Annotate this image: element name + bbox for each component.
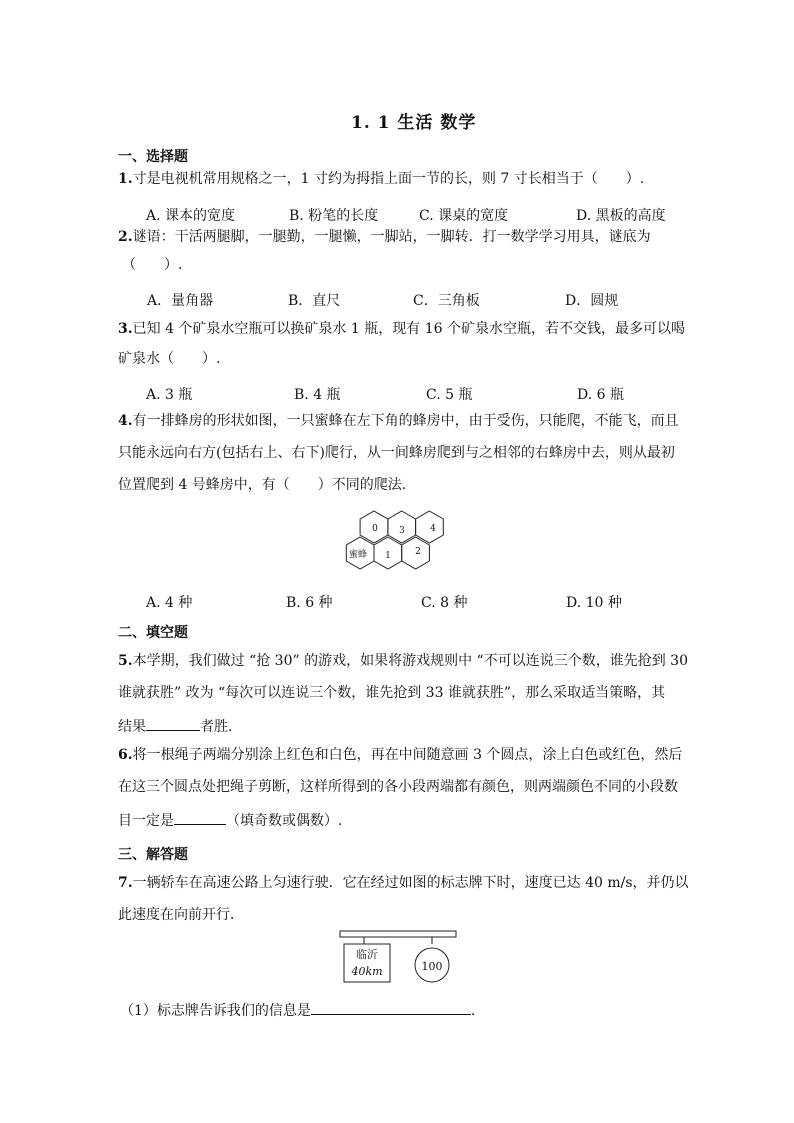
question-text: . — [470, 1003, 476, 1019]
question-number: 7. — [118, 875, 133, 891]
question-number: 2. — [118, 229, 133, 245]
option-a: A. 课本的宽度 — [146, 208, 236, 224]
option-b: B．直尺 — [288, 293, 341, 309]
hex-label-2: 2 — [415, 547, 421, 557]
answer-blank[interactable] — [146, 718, 200, 731]
option-b: B. 粉笔的长度 — [289, 208, 379, 224]
hex-label-bee: 蜜蜂 — [348, 550, 368, 560]
question-text: 结果 — [118, 719, 146, 735]
option-c: C. 课桌的宽度 — [419, 208, 509, 224]
question-4-line2: 只能永远向右方(包括右上、右下)爬行，从一间蜂房爬到与之相邻的右蜂房中去，则从最初 — [118, 445, 675, 461]
option-c: C. 8 种 — [421, 595, 468, 611]
question-number: 6. — [118, 747, 133, 763]
question-7-sub-1 — [120, 1002, 475, 1018]
question-text: （填奇数或偶数）. — [226, 813, 343, 829]
option-d: D. 6 瓶 — [577, 387, 624, 403]
question-4-line3: 位置爬到 4 号蜂房中，有（ ）不同的爬法. — [118, 477, 407, 493]
question-3 — [118, 322, 685, 336]
hex-label-0: 0 — [372, 524, 378, 534]
question-2-line2: （ ）. — [122, 257, 183, 273]
question-text: 已知 4 个矿泉水空瓶可以换矿泉水 1 瓶，现有 16 个矿泉水空瓶，若不交钱，最多可以喝 — [132, 321, 685, 337]
question-text: 将一根绳子两端分别涂上红色和白色，再在中间随意画 3 个圆点，涂上白色或红色，然后 — [132, 747, 683, 763]
question-text: 寸是电视机常用规格之一，1 寸约为拇指上面一节的长，则 7 寸长相当于（ ）. — [132, 171, 645, 187]
sign-speed-label: 100 — [421, 960, 443, 973]
question-text: 者胜. — [200, 719, 233, 735]
option-a: A．量角器 — [147, 293, 214, 309]
option-b: B. 4 瓶 — [294, 387, 341, 403]
question-7 — [118, 876, 689, 890]
section-heading-answer: 三、解答题 — [118, 847, 188, 863]
option-c: C．三角板 — [413, 293, 480, 309]
sign-distance-label: 40km — [351, 965, 383, 978]
question-6 — [118, 748, 682, 762]
question-text: 本学期，我们做过 “抢 30” 的游戏，如果将游戏规则中 “不可以连说三个数，谁先抢到 30 — [132, 653, 688, 669]
question-5 — [118, 654, 688, 668]
option-a: A. 4 种 — [146, 595, 193, 611]
section-heading-choice: 一、选择题 — [118, 149, 188, 165]
hex-label-3: 3 — [399, 526, 405, 536]
answer-blank[interactable] — [174, 812, 226, 825]
honeycomb-figure — [340, 508, 452, 576]
question-number: 1. — [118, 171, 133, 187]
question-4 — [118, 414, 679, 428]
hex-label-4: 4 — [430, 524, 436, 534]
question-text: （1）标志牌告诉我们的信息是 — [120, 1003, 311, 1019]
hex-label-1: 1 — [385, 551, 391, 561]
option-d: D. 10 种 — [566, 595, 622, 611]
option-d: D．圆规 — [565, 293, 619, 309]
question-text: 有一排蜂房的形状如图，一只蜜蜂在左下角的蜂房中，由于受伤，只能爬，不能飞，而且 — [132, 413, 679, 429]
option-a: A. 3 瓶 — [146, 387, 193, 403]
question-1 — [118, 172, 644, 186]
question-number: 5. — [118, 653, 133, 669]
question-text: 一辆轿车在高速公路上匀速行驶．它在经过如图的标志牌下时，速度已达 40 m/s，并仍以 — [132, 875, 689, 891]
sign-city-label: 临沂 — [356, 948, 378, 961]
question-3-line2: 矿泉水（ ）. — [118, 351, 221, 367]
question-number: 3. — [118, 321, 133, 337]
road-sign-figure — [336, 930, 460, 988]
question-number: 4. — [118, 413, 133, 429]
question-5-line2: 谁就获胜” 改为 “每次可以连说三个数，谁先抢到 33 谁就获胜”，那么采取适当策略，其 — [118, 685, 666, 701]
answer-blank[interactable] — [311, 1002, 471, 1015]
question-6-line2: 在这三个圆点处把绳子剪断，这样所得到的各小段两端都有颜色，则两端颜色不同的小段数 — [118, 779, 678, 795]
option-b: B. 6 种 — [286, 595, 333, 611]
question-text: 谜语：干活两腿脚，一腿勤，一腿懒，一脚站，一脚转．打一数学学习用具，谜底为 — [132, 229, 651, 245]
question-2 — [118, 230, 651, 244]
section-heading-fill: 二、填空题 — [118, 625, 188, 641]
sign-bar — [340, 931, 456, 937]
question-6-line3 — [118, 812, 342, 828]
question-7-line2: 此速度在向前开行． — [118, 907, 244, 923]
option-c: C. 5 瓶 — [426, 387, 473, 403]
option-d: D. 黑板的高度 — [576, 208, 666, 224]
page-title: 1. 1 生活 数学 — [351, 113, 477, 133]
question-text: 目一定是 — [118, 813, 174, 829]
question-5-line3 — [118, 718, 232, 734]
